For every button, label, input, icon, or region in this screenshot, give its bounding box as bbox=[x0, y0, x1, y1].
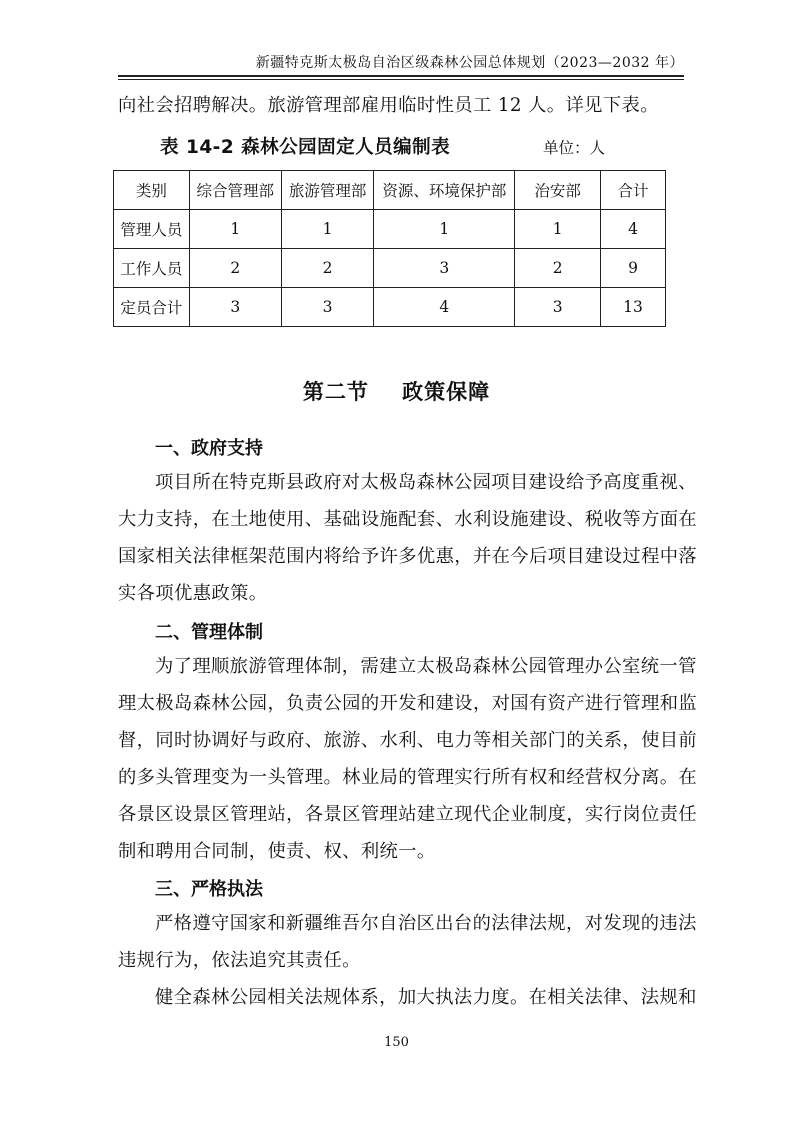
table-cell: 1 bbox=[515, 210, 601, 249]
table-row bbox=[114, 288, 666, 327]
table-cell: 9 bbox=[601, 249, 666, 288]
column-header: 治安部 bbox=[515, 171, 601, 210]
header-rule-thin bbox=[118, 79, 684, 80]
table-title: 表 14-2 森林公园固定人员编制表 bbox=[160, 137, 451, 158]
column-header: 综合管理部 bbox=[189, 171, 281, 210]
column-header: 类别 bbox=[114, 171, 190, 210]
paragraph-line: 理太极岛森林公园，负责公园的开发和建设，对国有资产进行管理和监 bbox=[118, 693, 698, 714]
table-cell: 13 bbox=[601, 288, 666, 327]
table-cell: 1 bbox=[374, 210, 515, 249]
paragraph-line: 督，同时协调好与政府、旅游、水利、电力等相关部门的关系，使目前 bbox=[118, 730, 698, 751]
table-cell: 3 bbox=[281, 288, 374, 327]
page-number: 150 bbox=[384, 1035, 409, 1050]
paragraph-line: 各景区设景区管理站，各景区管理站建立现代企业制度，实行岗位责任 bbox=[118, 804, 698, 825]
paragraph-line: 项目所在特克斯县政府对太极岛森林公园项目建设给予高度重视、 bbox=[155, 472, 697, 493]
table-header-row bbox=[114, 171, 666, 210]
column-header: 旅游管理部 bbox=[281, 171, 374, 210]
paragraph-line: 严格遵守国家和新疆维吾尔自治区出台的法律法规，对发现的违法 bbox=[155, 913, 697, 934]
paragraph-line: 健全森林公园相关法规体系，加大执法力度。在相关法律、法规和 bbox=[155, 987, 697, 1008]
table-cell: 工作人员 bbox=[114, 249, 190, 288]
running-header: 新疆特克斯太极岛自治区级森林公园总体规划（2023—2032 年） bbox=[255, 55, 684, 71]
table-row bbox=[114, 249, 666, 288]
table-row bbox=[114, 210, 666, 249]
paragraph-line: 违规行为，依法追究其责任。 bbox=[118, 950, 361, 971]
subsection-heading: 二、管理体制 bbox=[155, 622, 263, 643]
table-cell: 1 bbox=[281, 210, 374, 249]
paragraph-line: 制和聘用合同制，使责、权、利统一。 bbox=[118, 841, 436, 862]
subsection-heading: 一、政府支持 bbox=[155, 438, 263, 459]
paragraph-line: 国家相关法律框架范围内将给予许多优惠，并在今后项目建设过程中落 bbox=[118, 546, 698, 567]
section-title: 第二节 政策保障 bbox=[302, 380, 491, 404]
table-cell: 3 bbox=[515, 288, 601, 327]
table-cell: 4 bbox=[601, 210, 666, 249]
paragraph-line: 为了理顺旅游管理体制，需建立太极岛森林公园管理办公室统一管 bbox=[155, 656, 697, 677]
column-header: 资源、环境保护部 bbox=[374, 171, 515, 210]
table-cell: 2 bbox=[189, 249, 281, 288]
table-cell: 2 bbox=[281, 249, 374, 288]
paragraph-line: 实各项优惠政策。 bbox=[118, 583, 268, 604]
table-cell: 3 bbox=[374, 249, 515, 288]
table-cell: 4 bbox=[374, 288, 515, 327]
subsection-heading: 三、严格执法 bbox=[155, 879, 263, 900]
staffing-table bbox=[113, 170, 666, 327]
paragraph-line: 的多头管理变为一头管理。林业局的管理实行所有权和经营权分离。在 bbox=[118, 767, 698, 788]
table-cell: 管理人员 bbox=[114, 210, 190, 249]
paragraph-line: 大力支持，在土地使用、基础设施配套、水利设施建设、税收等方面在 bbox=[118, 509, 698, 530]
table-cell: 2 bbox=[515, 249, 601, 288]
table-cell: 3 bbox=[189, 288, 281, 327]
table-cell: 定员合计 bbox=[114, 288, 190, 327]
intro-line: 向社会招聘解决。旅游管理部雇用临时性员工 12 人。详见下表。 bbox=[118, 95, 659, 116]
column-header: 合计 bbox=[601, 171, 666, 210]
table-unit: 单位：人 bbox=[543, 139, 606, 157]
table-cell: 1 bbox=[189, 210, 281, 249]
header-rule-thick bbox=[118, 75, 684, 77]
